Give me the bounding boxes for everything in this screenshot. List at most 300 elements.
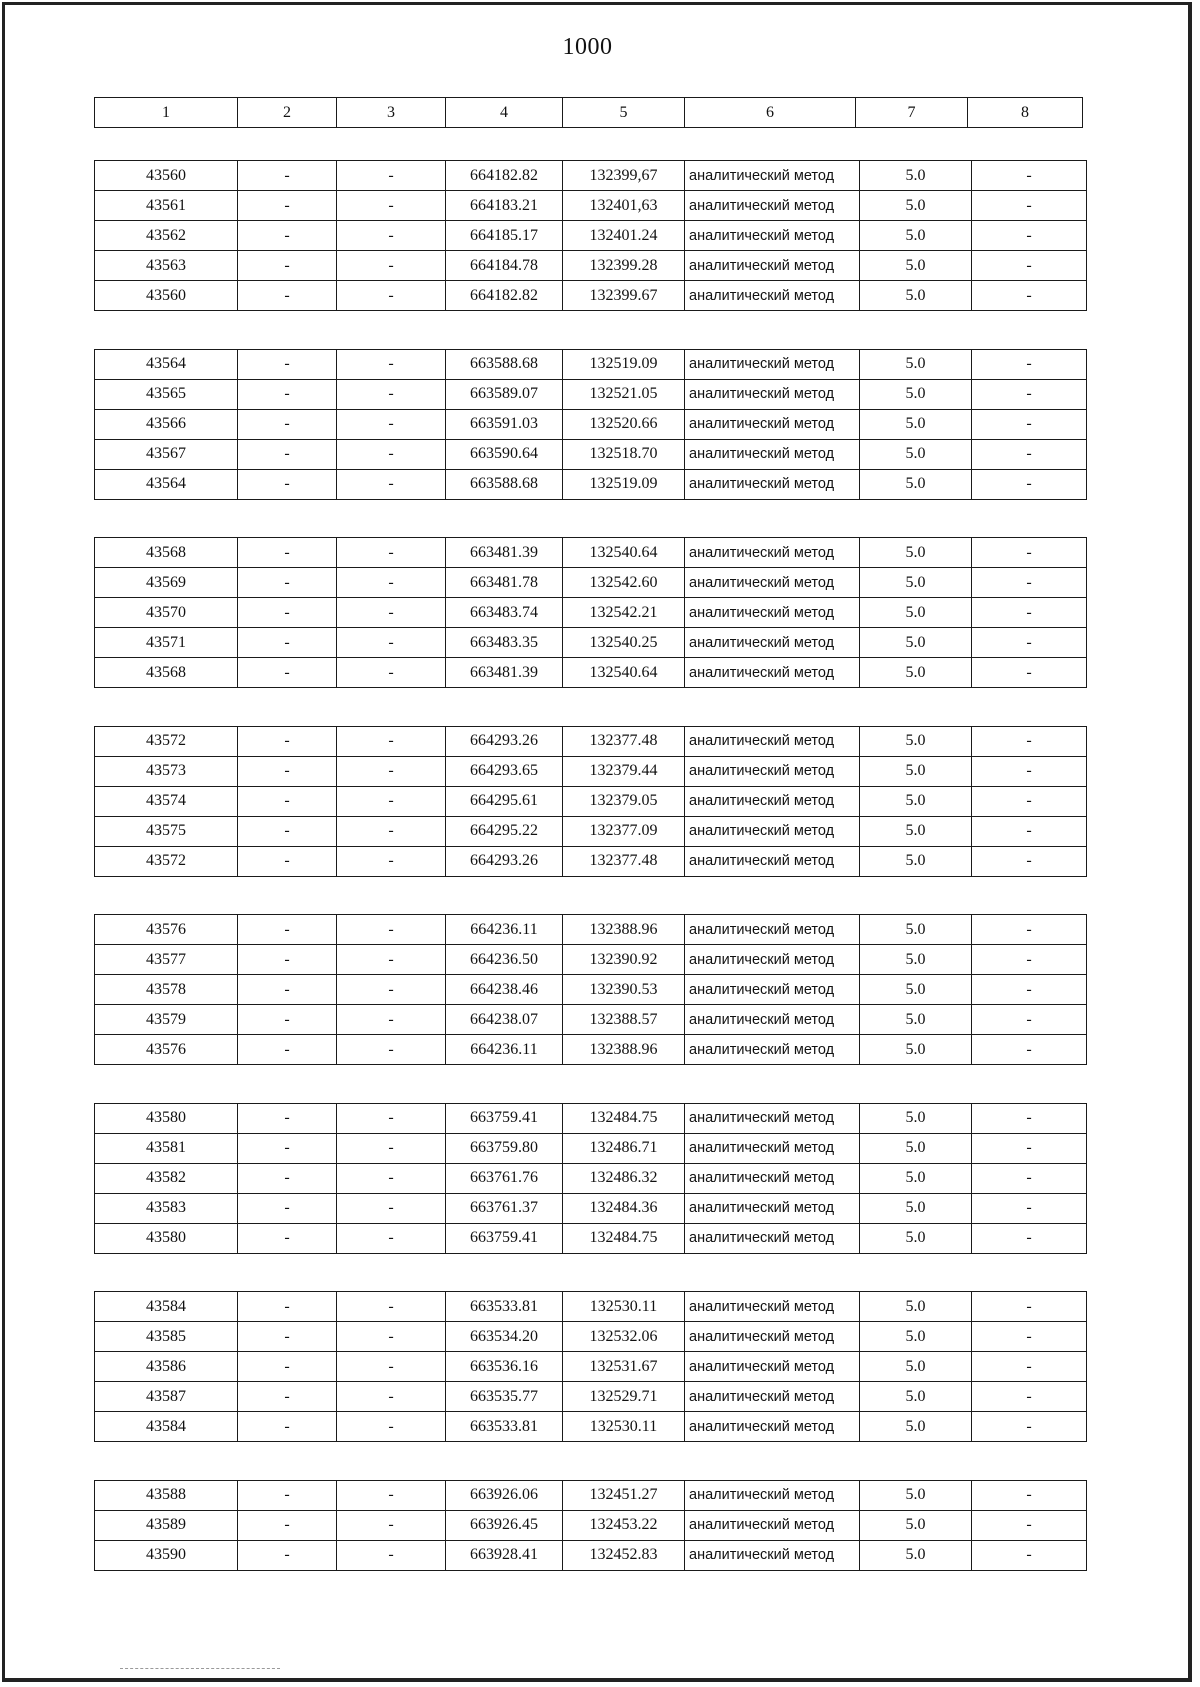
- cell-point-number: 43582: [95, 1163, 238, 1193]
- cell-point-number: 43575: [95, 816, 238, 846]
- cell-coord-x: 664185.17: [446, 221, 563, 251]
- cell-method: аналитический метод: [685, 379, 860, 409]
- cell-method: аналитический метод: [685, 161, 860, 191]
- cell-col-8: -: [972, 658, 1087, 688]
- cell-coord-y: 132388.96: [563, 1035, 685, 1065]
- cell-col-2: -: [238, 469, 337, 499]
- table-row: [95, 251, 1087, 281]
- cell-coord-y: 132529.71: [563, 1382, 685, 1412]
- cell-coord-x: 663590.64: [446, 439, 563, 469]
- coordinate-group-table: [94, 1291, 1087, 1442]
- cell-col-3: -: [337, 945, 446, 975]
- cell-col-8: -: [972, 349, 1087, 379]
- cell-col-3: -: [337, 1322, 446, 1352]
- cell-point-number: 43583: [95, 1193, 238, 1223]
- cell-point-number: 43570: [95, 598, 238, 628]
- cell-col-3: -: [337, 349, 446, 379]
- cell-point-number: 43577: [95, 945, 238, 975]
- cell-coord-y: 132379.05: [563, 786, 685, 816]
- cell-method: аналитический метод: [685, 915, 860, 945]
- cell-point-number: 43560: [95, 161, 238, 191]
- cell-coord-y: 132451.27: [563, 1480, 685, 1510]
- cell-method: аналитический метод: [685, 975, 860, 1005]
- cell-method: аналитический метод: [685, 409, 860, 439]
- cell-accuracy: 5.0: [860, 1103, 972, 1133]
- cell-accuracy: 5.0: [860, 409, 972, 439]
- cell-col-2: -: [238, 1510, 337, 1540]
- cell-coord-x: 663481.39: [446, 538, 563, 568]
- cell-accuracy: 5.0: [860, 1005, 972, 1035]
- cell-point-number: 43580: [95, 1103, 238, 1133]
- cell-coord-x: 663926.06: [446, 1480, 563, 1510]
- cell-col-2: -: [238, 628, 337, 658]
- cell-accuracy: 5.0: [860, 349, 972, 379]
- cell-coord-x: 664293.65: [446, 756, 563, 786]
- column-header-1: 1: [95, 98, 238, 128]
- cell-method: аналитический метод: [685, 1352, 860, 1382]
- cell-coord-x: 663483.74: [446, 598, 563, 628]
- cell-accuracy: 5.0: [860, 786, 972, 816]
- cell-col-8: -: [972, 598, 1087, 628]
- table-row: [95, 628, 1087, 658]
- cell-col-2: -: [238, 191, 337, 221]
- cell-point-number: 43584: [95, 1412, 238, 1442]
- cell-col-3: -: [337, 756, 446, 786]
- cell-coord-y: 132540.64: [563, 658, 685, 688]
- cell-col-2: -: [238, 379, 337, 409]
- cell-coord-y: 132542.60: [563, 568, 685, 598]
- cell-col-2: -: [238, 161, 337, 191]
- cell-accuracy: 5.0: [860, 1322, 972, 1352]
- cell-method: аналитический метод: [685, 1382, 860, 1412]
- cell-col-8: -: [972, 1193, 1087, 1223]
- cell-accuracy: 5.0: [860, 1035, 972, 1065]
- cell-col-2: -: [238, 1133, 337, 1163]
- cell-method: аналитический метод: [685, 945, 860, 975]
- cell-coord-x: 663588.68: [446, 469, 563, 499]
- cell-accuracy: 5.0: [860, 1352, 972, 1382]
- cell-coord-y: 132377.48: [563, 846, 685, 876]
- cell-col-3: -: [337, 409, 446, 439]
- cell-coord-y: 132520.66: [563, 409, 685, 439]
- cell-accuracy: 5.0: [860, 1223, 972, 1253]
- cell-point-number: 43567: [95, 439, 238, 469]
- cell-method: аналитический метод: [685, 221, 860, 251]
- cell-point-number: 43576: [95, 1035, 238, 1065]
- cell-coord-y: 132377.48: [563, 726, 685, 756]
- cell-coord-y: 132452.83: [563, 1540, 685, 1570]
- cell-col-8: -: [972, 191, 1087, 221]
- cell-col-3: -: [337, 469, 446, 499]
- cell-point-number: 43590: [95, 1540, 238, 1570]
- cell-col-2: -: [238, 1322, 337, 1352]
- table-row: [95, 191, 1087, 221]
- cell-method: аналитический метод: [685, 1480, 860, 1510]
- column-header-2: 2: [238, 98, 337, 128]
- coordinate-group-table: [94, 1480, 1087, 1571]
- cell-method: аналитический метод: [685, 1412, 860, 1442]
- cell-method: аналитический метод: [685, 1510, 860, 1540]
- cell-col-2: -: [238, 439, 337, 469]
- column-header-3: 3: [337, 98, 446, 128]
- column-header-7: 7: [856, 98, 968, 128]
- cell-accuracy: 5.0: [860, 628, 972, 658]
- cell-coord-y: 132399.28: [563, 251, 685, 281]
- table-row: [95, 538, 1087, 568]
- cell-point-number: 43579: [95, 1005, 238, 1035]
- cell-coord-y: 132401.24: [563, 221, 685, 251]
- column-header-6: 6: [685, 98, 856, 128]
- cell-method: аналитический метод: [685, 1193, 860, 1223]
- cell-col-8: -: [972, 975, 1087, 1005]
- table-row: [95, 161, 1087, 191]
- cell-col-8: -: [972, 221, 1087, 251]
- cell-col-2: -: [238, 1292, 337, 1322]
- cell-col-8: -: [972, 628, 1087, 658]
- cell-col-2: -: [238, 221, 337, 251]
- cell-method: аналитический метод: [685, 816, 860, 846]
- cell-coord-x: 663759.41: [446, 1103, 563, 1133]
- cell-col-8: -: [972, 756, 1087, 786]
- cell-col-8: -: [972, 1352, 1087, 1382]
- cell-col-2: -: [238, 598, 337, 628]
- table-row: [95, 281, 1087, 311]
- cell-coord-y: 132532.06: [563, 1322, 685, 1352]
- cell-coord-x: 663536.16: [446, 1352, 563, 1382]
- cell-col-2: -: [238, 281, 337, 311]
- cell-accuracy: 5.0: [860, 1412, 972, 1442]
- cell-coord-x: 663759.80: [446, 1133, 563, 1163]
- cell-col-2: -: [238, 568, 337, 598]
- cell-coord-x: 663483.35: [446, 628, 563, 658]
- cell-coord-x: 663926.45: [446, 1510, 563, 1540]
- cell-coord-y: 132486.71: [563, 1133, 685, 1163]
- cell-col-8: -: [972, 1540, 1087, 1570]
- cell-col-2: -: [238, 915, 337, 945]
- cell-col-3: -: [337, 1163, 446, 1193]
- cell-col-3: -: [337, 816, 446, 846]
- cell-coord-x: 664236.11: [446, 915, 563, 945]
- column-header-4: 4: [446, 98, 563, 128]
- cell-col-3: -: [337, 1005, 446, 1035]
- cell-col-8: -: [972, 1510, 1087, 1540]
- table-row: [95, 1322, 1087, 1352]
- cell-col-2: -: [238, 726, 337, 756]
- cell-accuracy: 5.0: [860, 1540, 972, 1570]
- cell-coord-x: 664295.22: [446, 816, 563, 846]
- cell-col-2: -: [238, 409, 337, 439]
- cell-col-8: -: [972, 469, 1087, 499]
- cell-coord-y: 132542.21: [563, 598, 685, 628]
- cell-col-8: -: [972, 281, 1087, 311]
- cell-coord-x: 663761.37: [446, 1193, 563, 1223]
- cell-method: аналитический метод: [685, 658, 860, 688]
- cell-coord-y: 132388.57: [563, 1005, 685, 1035]
- cell-coord-x: 664183.21: [446, 191, 563, 221]
- cell-col-3: -: [337, 1352, 446, 1382]
- column-header-table: [94, 97, 1083, 128]
- cell-col-3: -: [337, 628, 446, 658]
- cell-col-8: -: [972, 1412, 1087, 1442]
- cell-col-3: -: [337, 726, 446, 756]
- cell-accuracy: 5.0: [860, 915, 972, 945]
- cell-coord-x: 663588.68: [446, 349, 563, 379]
- cell-accuracy: 5.0: [860, 1193, 972, 1223]
- cell-col-8: -: [972, 161, 1087, 191]
- cell-col-8: -: [972, 726, 1087, 756]
- cell-col-2: -: [238, 975, 337, 1005]
- table-row: [95, 409, 1087, 439]
- cell-accuracy: 5.0: [860, 161, 972, 191]
- table-row: [95, 379, 1087, 409]
- column-header-5: 5: [563, 98, 685, 128]
- cell-method: аналитический метод: [685, 756, 860, 786]
- cell-point-number: 43580: [95, 1223, 238, 1253]
- cell-accuracy: 5.0: [860, 1480, 972, 1510]
- cell-coord-y: 132399.67: [563, 281, 685, 311]
- cell-col-2: -: [238, 756, 337, 786]
- cell-coord-y: 132518.70: [563, 439, 685, 469]
- cell-col-3: -: [337, 161, 446, 191]
- cell-point-number: 43576: [95, 915, 238, 945]
- table-row: [95, 846, 1087, 876]
- cell-point-number: 43578: [95, 975, 238, 1005]
- cell-accuracy: 5.0: [860, 568, 972, 598]
- cell-coord-x: 663533.81: [446, 1412, 563, 1442]
- cell-accuracy: 5.0: [860, 816, 972, 846]
- cell-coord-x: 664182.82: [446, 281, 563, 311]
- cell-coord-x: 663928.41: [446, 1540, 563, 1570]
- table-row: [95, 1193, 1087, 1223]
- cell-point-number: 43566: [95, 409, 238, 439]
- cell-method: аналитический метод: [685, 538, 860, 568]
- cell-col-3: -: [337, 568, 446, 598]
- cell-accuracy: 5.0: [860, 598, 972, 628]
- cell-accuracy: 5.0: [860, 439, 972, 469]
- cell-coord-x: 663535.77: [446, 1382, 563, 1412]
- cell-col-3: -: [337, 786, 446, 816]
- cell-coord-y: 132388.96: [563, 915, 685, 945]
- table-row: [95, 975, 1087, 1005]
- cell-col-2: -: [238, 251, 337, 281]
- cell-point-number: 43571: [95, 628, 238, 658]
- cell-col-3: -: [337, 846, 446, 876]
- cell-coord-x: 663533.81: [446, 1292, 563, 1322]
- cell-coord-x: 663759.41: [446, 1223, 563, 1253]
- cell-col-3: -: [337, 1223, 446, 1253]
- cell-point-number: 43584: [95, 1292, 238, 1322]
- cell-point-number: 43561: [95, 191, 238, 221]
- cell-col-3: -: [337, 598, 446, 628]
- cell-col-3: -: [337, 1510, 446, 1540]
- cell-col-8: -: [972, 538, 1087, 568]
- cell-method: аналитический метод: [685, 628, 860, 658]
- cell-point-number: 43573: [95, 756, 238, 786]
- cell-col-3: -: [337, 975, 446, 1005]
- cell-col-3: -: [337, 191, 446, 221]
- cell-point-number: 43589: [95, 1510, 238, 1540]
- cell-col-2: -: [238, 846, 337, 876]
- cell-method: аналитический метод: [685, 1223, 860, 1253]
- cell-accuracy: 5.0: [860, 281, 972, 311]
- cell-accuracy: 5.0: [860, 191, 972, 221]
- cell-point-number: 43565: [95, 379, 238, 409]
- cell-col-8: -: [972, 1322, 1087, 1352]
- cell-coord-x: 663481.78: [446, 568, 563, 598]
- cell-method: аналитический метод: [685, 846, 860, 876]
- table-row: [95, 598, 1087, 628]
- cell-method: аналитический метод: [685, 469, 860, 499]
- table-row: [95, 1382, 1087, 1412]
- coordinate-group-table: [94, 160, 1087, 311]
- cell-method: аналитический метод: [685, 786, 860, 816]
- footer-rule: [120, 1668, 280, 1669]
- table-row: [95, 658, 1087, 688]
- cell-coord-y: 132390.53: [563, 975, 685, 1005]
- cell-coord-y: 132531.67: [563, 1352, 685, 1382]
- cell-point-number: 43586: [95, 1352, 238, 1382]
- cell-method: аналитический метод: [685, 1322, 860, 1352]
- cell-col-2: -: [238, 945, 337, 975]
- table-row: [95, 1412, 1087, 1442]
- cell-col-3: -: [337, 1103, 446, 1133]
- cell-col-8: -: [972, 1035, 1087, 1065]
- table-row: [95, 1163, 1087, 1193]
- cell-accuracy: 5.0: [860, 379, 972, 409]
- cell-col-3: -: [337, 1035, 446, 1065]
- cell-col-2: -: [238, 1035, 337, 1065]
- cell-accuracy: 5.0: [860, 975, 972, 1005]
- cell-method: аналитический метод: [685, 191, 860, 221]
- cell-coord-x: 663534.20: [446, 1322, 563, 1352]
- cell-coord-y: 132484.75: [563, 1103, 685, 1133]
- cell-col-3: -: [337, 658, 446, 688]
- cell-col-8: -: [972, 1382, 1087, 1412]
- cell-coord-y: 132519.09: [563, 469, 685, 499]
- cell-method: аналитический метод: [685, 598, 860, 628]
- table-row: [95, 756, 1087, 786]
- cell-coord-x: 664295.61: [446, 786, 563, 816]
- cell-col-3: -: [337, 221, 446, 251]
- cell-col-2: -: [238, 1103, 337, 1133]
- cell-coord-y: 132399,67: [563, 161, 685, 191]
- cell-col-2: -: [238, 538, 337, 568]
- table-row: [95, 1035, 1087, 1065]
- table-row: [95, 439, 1087, 469]
- cell-coord-x: 664238.07: [446, 1005, 563, 1035]
- cell-method: аналитический метод: [685, 1163, 860, 1193]
- table-row: [95, 816, 1087, 846]
- cell-col-2: -: [238, 1223, 337, 1253]
- cell-col-8: -: [972, 786, 1087, 816]
- table-row: [95, 221, 1087, 251]
- cell-coord-x: 664238.46: [446, 975, 563, 1005]
- table-row: [95, 1510, 1087, 1540]
- cell-col-8: -: [972, 1223, 1087, 1253]
- table-row: [95, 469, 1087, 499]
- cell-col-8: -: [972, 915, 1087, 945]
- cell-col-2: -: [238, 1005, 337, 1035]
- cell-accuracy: 5.0: [860, 658, 972, 688]
- cell-point-number: 43568: [95, 538, 238, 568]
- cell-coord-y: 132530.11: [563, 1412, 685, 1442]
- cell-coord-x: 664184.78: [446, 251, 563, 281]
- cell-coord-x: 663761.76: [446, 1163, 563, 1193]
- cell-col-2: -: [238, 1352, 337, 1382]
- cell-col-3: -: [337, 538, 446, 568]
- coordinate-group-table: [94, 914, 1087, 1065]
- cell-accuracy: 5.0: [860, 538, 972, 568]
- table-row: [95, 915, 1087, 945]
- page-number: 1000: [562, 34, 613, 60]
- cell-col-8: -: [972, 1103, 1087, 1133]
- cell-method: аналитический метод: [685, 1035, 860, 1065]
- cell-accuracy: 5.0: [860, 1292, 972, 1322]
- cell-col-8: -: [972, 1480, 1087, 1510]
- column-header-8: 8: [968, 98, 1083, 128]
- cell-col-3: -: [337, 379, 446, 409]
- table-row: [95, 1480, 1087, 1510]
- table-row: [95, 1292, 1087, 1322]
- table-row: [95, 1223, 1087, 1253]
- cell-col-3: -: [337, 1480, 446, 1510]
- cell-accuracy: 5.0: [860, 251, 972, 281]
- cell-method: аналитический метод: [685, 1005, 860, 1035]
- cell-point-number: 43587: [95, 1382, 238, 1412]
- cell-coord-y: 132453.22: [563, 1510, 685, 1540]
- cell-col-3: -: [337, 1292, 446, 1322]
- cell-point-number: 43581: [95, 1133, 238, 1163]
- table-row: [95, 786, 1087, 816]
- cell-point-number: 43588: [95, 1480, 238, 1510]
- cell-coord-x: 664182.82: [446, 161, 563, 191]
- cell-coord-y: 132521.05: [563, 379, 685, 409]
- cell-accuracy: 5.0: [860, 1510, 972, 1540]
- table-row: [95, 945, 1087, 975]
- cell-col-8: -: [972, 409, 1087, 439]
- cell-method: аналитический метод: [685, 568, 860, 598]
- cell-method: аналитический метод: [685, 1103, 860, 1133]
- cell-accuracy: 5.0: [860, 1133, 972, 1163]
- cell-col-3: -: [337, 915, 446, 945]
- cell-accuracy: 5.0: [860, 756, 972, 786]
- cell-accuracy: 5.0: [860, 1163, 972, 1193]
- table-row: [95, 1352, 1087, 1382]
- cell-method: аналитический метод: [685, 251, 860, 281]
- table-row: [95, 349, 1087, 379]
- cell-col-2: -: [238, 1412, 337, 1442]
- cell-accuracy: 5.0: [860, 846, 972, 876]
- cell-col-2: -: [238, 786, 337, 816]
- cell-col-8: -: [972, 1292, 1087, 1322]
- coordinate-group-table: [94, 537, 1087, 688]
- cell-method: аналитический метод: [685, 1292, 860, 1322]
- table-row: [95, 1005, 1087, 1035]
- cell-coord-x: 663589.07: [446, 379, 563, 409]
- cell-point-number: 43560: [95, 281, 238, 311]
- cell-point-number: 43572: [95, 846, 238, 876]
- cell-coord-x: 664236.11: [446, 1035, 563, 1065]
- table-row: [95, 726, 1087, 756]
- cell-col-3: -: [337, 1133, 446, 1163]
- cell-col-2: -: [238, 1540, 337, 1570]
- cell-coord-x: 664293.26: [446, 846, 563, 876]
- cell-coord-x: 663481.39: [446, 658, 563, 688]
- cell-col-8: -: [972, 816, 1087, 846]
- cell-coord-y: 132484.75: [563, 1223, 685, 1253]
- cell-point-number: 43564: [95, 349, 238, 379]
- cell-coord-y: 132379.44: [563, 756, 685, 786]
